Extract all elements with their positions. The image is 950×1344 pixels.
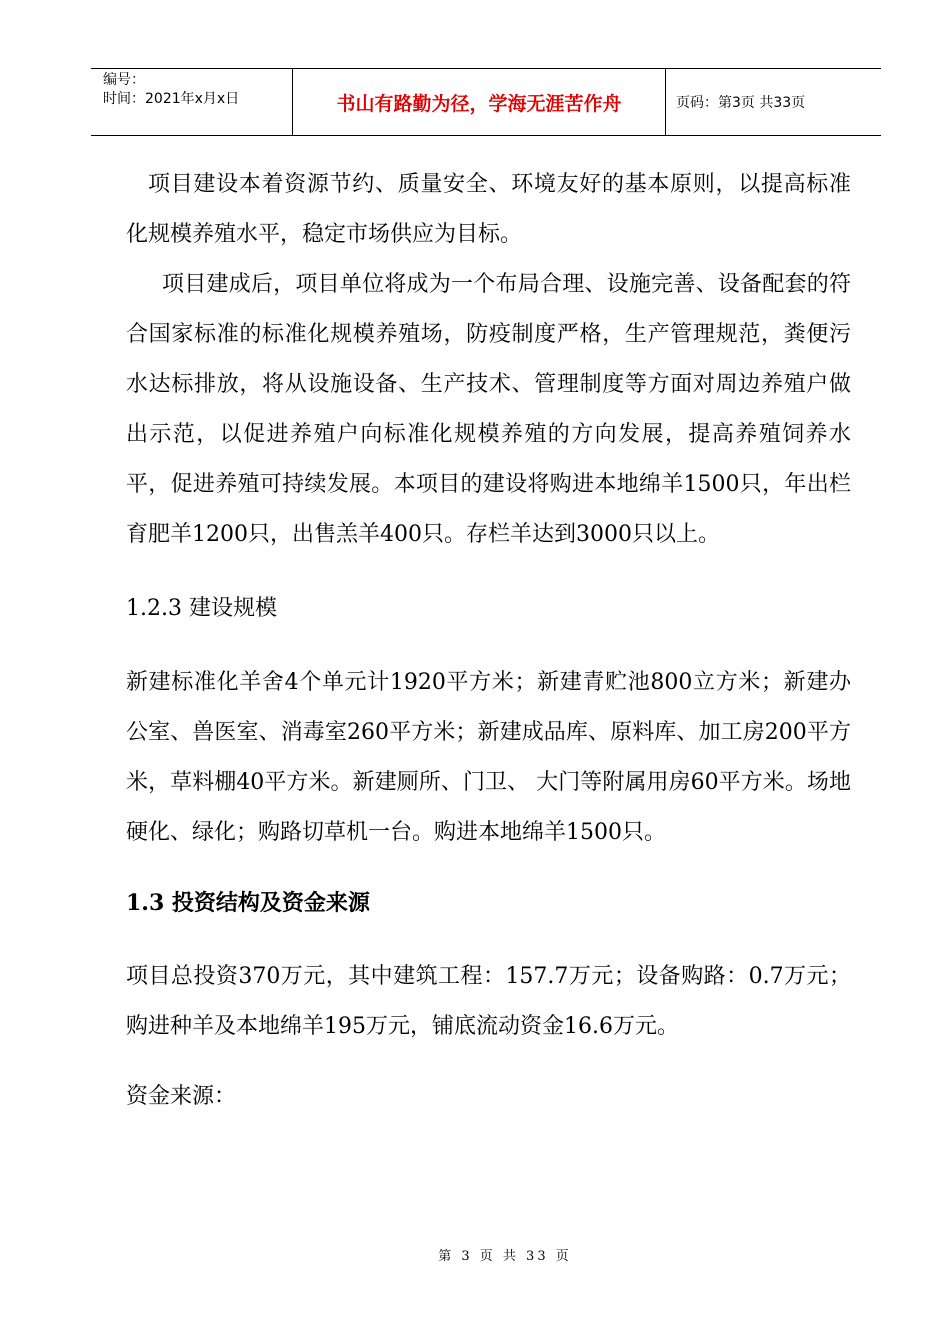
paragraph-construction-scale: 新建标准化羊舍4个单元计1920平方米；新建青贮池800立方米；新建办公室、兽医室、消毒室260平方米；新建成品库、原料库、加工房200平方米，草料棚40平方米。新建厕所、门卫、 大门等附属用房60平方米。场地硬化、绿化；购路切草机一台。购进本地绵羊1500只。 <box>126 670 851 845</box>
paragraph-investment: 项目总投资370万元，其中建筑工程：157.7万元；设备购路：0.7万元；购进种羊及本地绵羊195万元，铺底流动资金16.6万元。 <box>126 964 851 1039</box>
header-motto: 书山有路勤为径，学海无涯苦作舟 <box>293 69 666 135</box>
document-body <box>126 160 851 1122</box>
footer-page-number: 第 3 页 共 33 页 <box>438 1249 572 1264</box>
header-left-cell <box>91 69 293 135</box>
section-heading-1-2-3: 1.2.3 建设规模 <box>126 596 277 621</box>
paragraph-outcome: 项目建成后，项目单位将成为一个布局合理、设施完善、设备配套的符合国家标准的标准化规模养殖场，防疫制度严格，生产管理规范，粪便污水达标排放，将从设施设备、生产技术、管理制度等方面对周边养殖户做出示范，以促进养殖户向标准化规模养殖的方向发展，提高养殖饲养水平，促进养殖可持续发展。本项目的建设将购进本地绵羊1500只，年出栏育肥羊1200只，出售羔羊400只。存栏羊达到3000只以上。 <box>126 272 851 547</box>
serial-number-label: 编号： <box>103 72 145 88</box>
page-header <box>91 68 881 136</box>
paragraph-principles: 项目建设本着资源节约、质量安全、环境友好的基本原则，以提高标准化规模养殖水平，稳定市场供应为目标。 <box>126 172 851 247</box>
time-label: 时间：2021年x月x日 <box>103 91 240 107</box>
page-footer <box>0 1245 950 1264</box>
paragraph-funding-source: 资金来源： <box>126 1084 237 1109</box>
section-heading-1-3: 1.3 投资结构及资金来源 <box>126 890 370 916</box>
header-page-info: 页码：第3页 共33页 <box>676 95 806 111</box>
